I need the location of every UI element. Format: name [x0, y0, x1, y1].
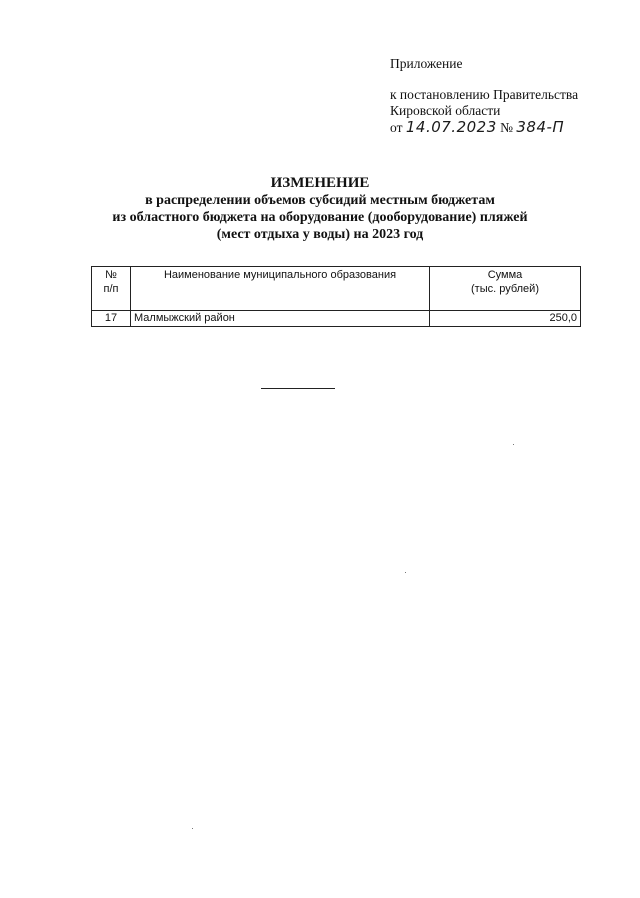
scan-speck — [513, 444, 514, 445]
row-sum: 250,0 — [430, 311, 581, 327]
appendix-title: Приложение — [390, 56, 463, 71]
document-heading — [80, 174, 560, 243]
distribution-table — [91, 266, 581, 327]
appendix-date-number-line — [390, 119, 578, 136]
scan-speck — [192, 828, 193, 829]
header-number-line1: № — [105, 269, 117, 281]
appendix-reference: к постановлению Правительства — [390, 87, 579, 102]
header-number — [92, 267, 131, 311]
appendix-ot: от — [390, 120, 403, 135]
header-number-line2: п/п — [103, 283, 119, 295]
header-name: Наименование муниципального образования — [131, 267, 430, 311]
header-sum — [430, 267, 581, 311]
heading-line-1: в распределении объемов субсидий местным бюджетам — [145, 193, 495, 208]
handwritten-number: 384-П — [516, 118, 565, 136]
row-number: 17 — [92, 311, 131, 327]
number-sign: № — [500, 120, 514, 135]
heading-line-2: из областного бюджета на оборудование (дооборудование) пляжей — [112, 210, 528, 225]
table-header-row — [92, 267, 581, 311]
row-name: Малмыжский район — [131, 311, 430, 327]
appendix-block — [390, 56, 578, 136]
heading-title: ИЗМЕНЕНИЕ — [270, 175, 370, 191]
table-row — [92, 311, 581, 327]
header-sum-line2: (тыс. рублей) — [471, 283, 539, 295]
header-sum-line1: Сумма — [487, 269, 523, 281]
handwritten-date: 14.07.2023 — [405, 118, 497, 136]
scan-speck — [405, 572, 406, 573]
heading-line-3: (мест отдыха у воды) на 2023 год — [216, 227, 424, 242]
closing-rule — [261, 388, 335, 389]
appendix-region: Кировской области — [390, 103, 501, 118]
